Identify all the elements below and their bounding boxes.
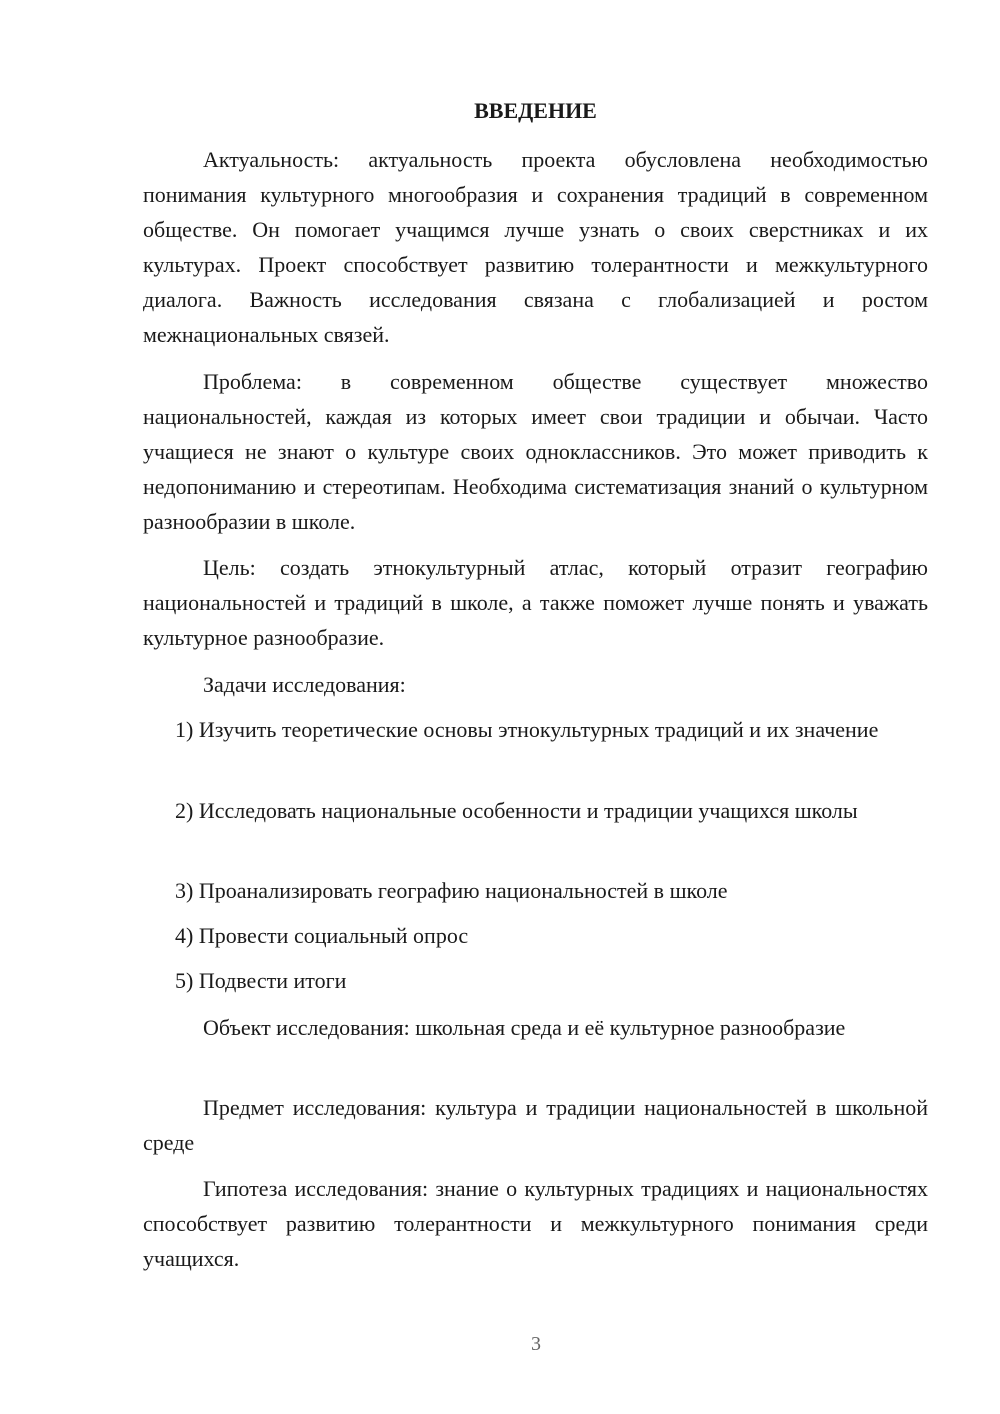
paragraph-subject: Предмет исследования: культура и традиции национальностей в школьной среде xyxy=(143,1095,928,1155)
paragraph-tasks-heading: Задачи исследования: xyxy=(203,672,406,697)
page-title: ВВЕДЕНИЕ xyxy=(474,98,597,123)
paragraph-problem: Проблема: в современном обществе существует множество национальностей, каждая из которых имеет свои традиции и обычаи. Часто учащиеся не знают о культуре своих одноклассников. Это может приводить к недопониманию и стереотипам. Необходима систематизация знаний о культурном разнообразии в школе. xyxy=(143,369,928,534)
paragraph-goal: Цель: создать этнокультурный атлас, который отразит географию национальностей и традиций в школе, а также поможет лучше понять и уважать культурное разнообразие. xyxy=(143,555,928,650)
paragraph-relevance: Актуальность: актуальность проекта обусловлена необходимостью понимания культурного многообразия и сохранения традиций в современном обществе. Он помогает учащимся лучше узнать о своих сверстниках и их культурах. Проект способствует развитию толерантности и межкультурного диалога. Важность исследования связана с глобализацией и ростом межнациональных связей. xyxy=(143,147,928,347)
list-item-task-5: 5) Подвести итоги xyxy=(175,968,347,993)
list-item-task-3: 3) Проанализировать географию национальностей в школе xyxy=(175,878,728,903)
list-item-task-2: 2) Исследовать национальные особенности и традиции учащихся школы xyxy=(175,798,858,823)
list-item-task-1: 1) Изучить теоретические основы этнокультурных традиций и их значение xyxy=(175,717,879,742)
paragraph-object: Объект исследования: школьная среда и её культурное разнообразие xyxy=(203,1015,846,1040)
page-number: 3 xyxy=(531,1333,541,1355)
list-item-task-4: 4) Провести социальный опрос xyxy=(175,923,469,948)
paragraph-hypothesis: Гипотеза исследования: знание о культурных традициях и национальностях способствует развитию толерантности и межкультурного понимания среди учащихся. xyxy=(143,1176,928,1271)
